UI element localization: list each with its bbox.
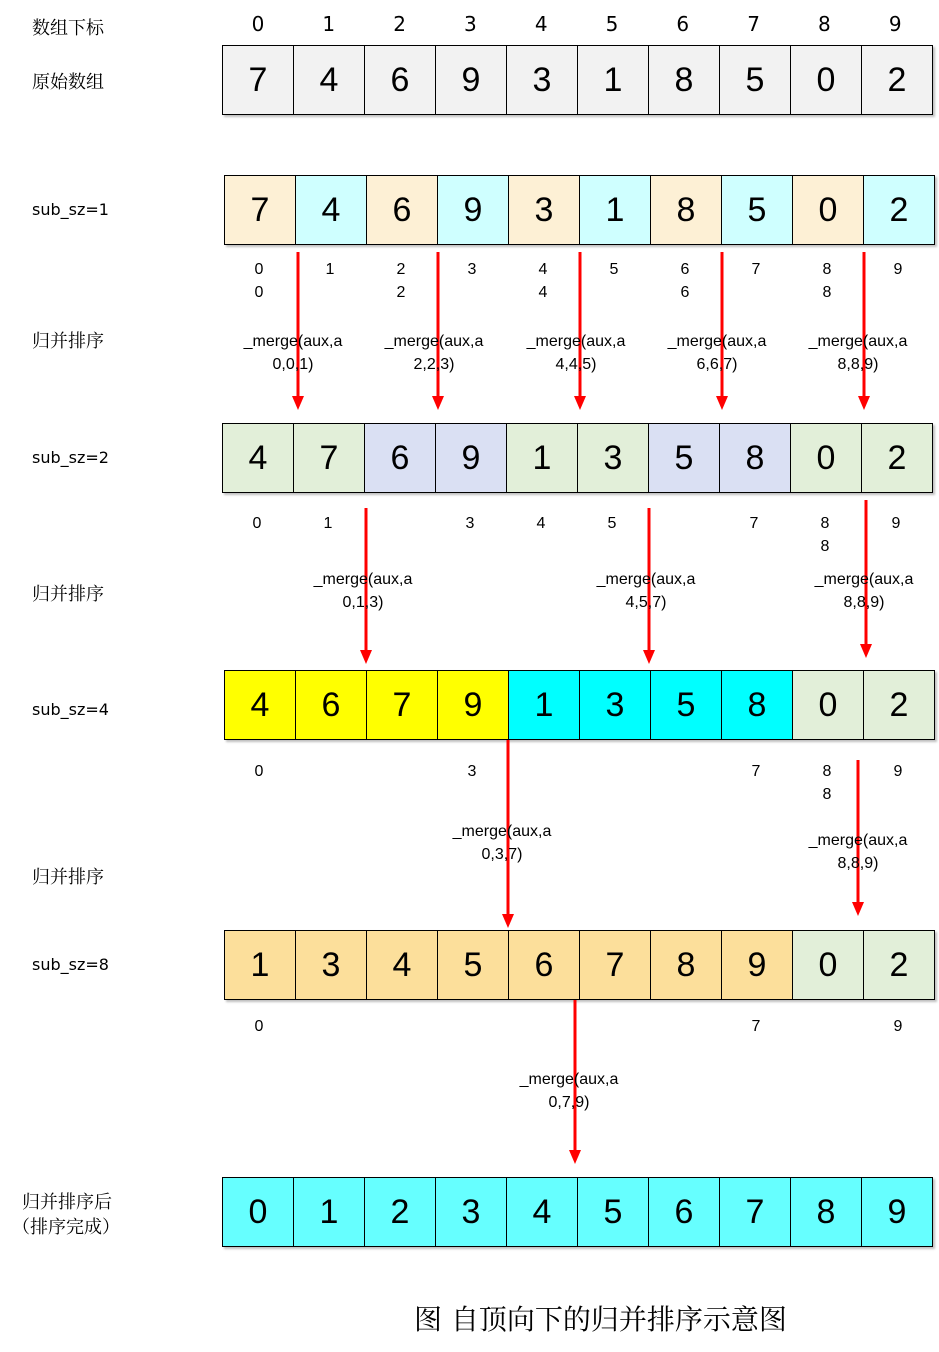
merge-arrowhead-0 <box>292 396 304 410</box>
index-header-4: 4 <box>534 12 548 36</box>
merge-call-label-5 <box>298 568 428 614</box>
merge-arrowhead-3 <box>716 396 728 410</box>
row2-cell-1: 6 <box>296 671 367 739</box>
merge-call-line1: _merge(aux,a <box>814 571 914 588</box>
row2-cell-8: 0 <box>793 671 864 739</box>
row-label-subsz-2: sub_sz=2 <box>32 448 109 467</box>
row3-cell-8: 0 <box>793 931 864 999</box>
row2-cell-9: 2 <box>864 671 935 739</box>
row2-cell-0: 4 <box>225 671 296 739</box>
merge-call-label-9 <box>793 829 923 875</box>
merge-call-label-4 <box>793 330 923 376</box>
index-label: 3 <box>467 261 477 278</box>
index-header-8: 8 <box>818 12 831 36</box>
row3-cell-9: 2 <box>864 931 935 999</box>
row0-cell-8: 0 <box>793 176 864 244</box>
merge-arrowhead-6 <box>643 650 655 664</box>
index-label: 5 <box>607 515 617 532</box>
row1-cell-1: 7 <box>294 424 365 492</box>
merge-call-line2: 8,8,9) <box>843 594 885 611</box>
index-label: 1 <box>325 261 335 278</box>
array-subsz-2 <box>222 423 933 493</box>
index-label: 9 <box>893 1018 903 1035</box>
row2-cell-5: 3 <box>580 671 651 739</box>
original-array-label: 原始数组 <box>32 72 104 93</box>
original-cell-8: 0 <box>791 46 862 114</box>
index-label: 4 <box>538 261 548 278</box>
row0-cell-4: 3 <box>509 176 580 244</box>
index-label: 5 <box>609 261 619 278</box>
index-header-6: 6 <box>676 12 690 36</box>
index-label: 9 <box>893 763 903 780</box>
index-header-1: 1 <box>322 12 336 36</box>
row-label-subsz-1: sub_sz=1 <box>32 200 109 219</box>
final-cell-1: 1 <box>294 1178 365 1246</box>
index-label: 6 <box>680 284 690 301</box>
final-cell-8: 8 <box>791 1178 862 1246</box>
original-cell-3: 9 <box>436 46 507 114</box>
row1-cell-0: 4 <box>223 424 294 492</box>
index-label: 7 <box>751 763 761 780</box>
row3-cell-0: 1 <box>225 931 296 999</box>
index-header-2: 2 <box>393 12 406 36</box>
merge-call-line1: _merge(aux,a <box>313 571 413 588</box>
index-label: 8 <box>822 763 832 780</box>
array-subsz-8 <box>224 930 935 1000</box>
row3-cell-6: 8 <box>651 931 722 999</box>
final-cell-0: 0 <box>223 1178 294 1246</box>
row0-cell-2: 6 <box>367 176 438 244</box>
original-cell-0: 7 <box>223 46 294 114</box>
merge-call-label-7 <box>799 568 929 614</box>
index-label: 7 <box>751 1018 761 1035</box>
index-label: 6 <box>680 261 690 278</box>
merge-call-line2: 4,5,7) <box>625 594 667 611</box>
index-label: 2 <box>396 284 406 301</box>
index-row-label: 数组下标 <box>32 18 104 39</box>
index-header-9: 9 <box>888 12 902 36</box>
row3-cell-7: 9 <box>722 931 793 999</box>
index-label: 3 <box>467 763 477 780</box>
merge-call-label-3 <box>652 330 782 376</box>
merge-call-line1: _merge(aux,a <box>808 333 908 350</box>
row2-cell-6: 5 <box>651 671 722 739</box>
final-label-line1: 归并排序后 <box>22 1192 112 1213</box>
merge-step-label-2: 归并排序 <box>32 584 104 605</box>
merge-arrowhead-7 <box>860 644 872 658</box>
final-sorted-array <box>222 1177 933 1247</box>
merge-call-label-8 <box>437 820 567 866</box>
original-cell-7: 5 <box>720 46 791 114</box>
row-label-subsz-8: sub_sz=8 <box>32 955 109 974</box>
merge-call-line1: _merge(aux,a <box>519 1071 619 1088</box>
row0-cell-9: 2 <box>864 176 935 244</box>
array-subsz-4 <box>224 670 935 740</box>
index-header-0: 0 <box>251 12 265 36</box>
merge-call-line2: 6,6,7) <box>696 356 738 373</box>
merge-call-line2: 0,0,1) <box>272 356 314 373</box>
index-label: 8 <box>822 261 832 278</box>
row3-cell-4: 6 <box>509 931 580 999</box>
merge-call-label-6 <box>581 568 711 614</box>
row0-cell-5: 1 <box>580 176 651 244</box>
original-cell-6: 8 <box>649 46 720 114</box>
row0-cell-0: 7 <box>225 176 296 244</box>
index-header-7: 7 <box>747 12 760 36</box>
array-subsz-1 <box>224 175 935 245</box>
merge-step-label-1: 归并排序 <box>32 331 104 352</box>
final-cell-4: 4 <box>507 1178 578 1246</box>
merge-arrowhead-2 <box>574 396 586 410</box>
final-cell-5: 5 <box>578 1178 649 1246</box>
index-label: 8 <box>820 538 830 555</box>
merge-call-line2: 0,3,7) <box>481 846 523 863</box>
row0-cell-7: 5 <box>722 176 793 244</box>
merge-arrowhead-10 <box>569 1150 581 1164</box>
merge-call-line1: _merge(aux,a <box>243 333 343 350</box>
row2-cell-4: 1 <box>509 671 580 739</box>
row0-cell-6: 8 <box>651 176 722 244</box>
row3-cell-2: 4 <box>367 931 438 999</box>
index-label: 0 <box>254 1018 264 1035</box>
final-cell-6: 6 <box>649 1178 720 1246</box>
row1-cell-4: 1 <box>507 424 578 492</box>
merge-call-line2: 2,2,3) <box>413 356 455 373</box>
merge-call-line1: _merge(aux,a <box>384 333 484 350</box>
index-label: 9 <box>891 515 901 532</box>
merge-arrowhead-9 <box>852 902 864 916</box>
merge-call-line1: _merge(aux,a <box>596 571 696 588</box>
original-cell-5: 1 <box>578 46 649 114</box>
row3-cell-3: 5 <box>438 931 509 999</box>
merge-arrowhead-8 <box>502 914 514 928</box>
merge-step-label-3: 归并排序 <box>32 867 104 888</box>
index-label: 7 <box>749 515 759 532</box>
original-cell-1: 4 <box>294 46 365 114</box>
original-cell-2: 6 <box>365 46 436 114</box>
merge-call-label-10 <box>504 1068 634 1114</box>
final-cell-2: 2 <box>365 1178 436 1246</box>
original-cell-4: 3 <box>507 46 578 114</box>
original-cell-9: 2 <box>862 46 933 114</box>
merge-call-line1: _merge(aux,a <box>808 832 908 849</box>
final-cell-3: 3 <box>436 1178 507 1246</box>
row1-cell-6: 5 <box>649 424 720 492</box>
index-label: 7 <box>751 261 761 278</box>
row1-cell-9: 2 <box>862 424 933 492</box>
merge-arrowhead-1 <box>432 396 444 410</box>
merge-call-line2: 0,1,3) <box>342 594 384 611</box>
index-label: 2 <box>396 261 406 278</box>
final-cell-7: 7 <box>720 1178 791 1246</box>
row2-cell-7: 8 <box>722 671 793 739</box>
index-label: 0 <box>252 515 262 532</box>
merge-call-line2: 4,4,5) <box>555 356 597 373</box>
merge-call-line1: _merge(aux,a <box>667 333 767 350</box>
row2-cell-2: 7 <box>367 671 438 739</box>
row0-cell-3: 9 <box>438 176 509 244</box>
merge-call-line2: 8,8,9) <box>837 855 879 872</box>
merge-arrowhead-5 <box>360 650 372 664</box>
index-label: 3 <box>465 515 475 532</box>
merge-arrowhead-4 <box>858 396 870 410</box>
merge-call-label-2 <box>511 330 641 376</box>
row-label-subsz-4: sub_sz=4 <box>32 700 109 719</box>
index-label: 8 <box>822 786 832 803</box>
merge-call-line1: _merge(aux,a <box>452 823 552 840</box>
row1-cell-2: 6 <box>365 424 436 492</box>
row1-cell-8: 0 <box>791 424 862 492</box>
index-label: 0 <box>254 763 264 780</box>
merge-call-label-0 <box>228 330 358 376</box>
row1-cell-5: 3 <box>578 424 649 492</box>
index-label: 4 <box>536 515 546 532</box>
index-label: 0 <box>254 261 264 278</box>
original-array <box>222 45 933 115</box>
index-label: 8 <box>820 515 830 532</box>
row3-cell-1: 3 <box>296 931 367 999</box>
index-label: 0 <box>254 284 264 301</box>
index-label: 8 <box>822 284 832 301</box>
final-cell-9: 9 <box>862 1178 933 1246</box>
index-header-3: 3 <box>464 12 477 36</box>
merge-call-line2: 0,7,9) <box>548 1094 590 1111</box>
final-label-line2: （排序完成） <box>12 1217 120 1238</box>
merge-call-line2: 8,8,9) <box>837 356 879 373</box>
merge-call-label-1 <box>369 330 499 376</box>
index-label: 1 <box>323 515 333 532</box>
row1-cell-3: 9 <box>436 424 507 492</box>
index-header-5: 5 <box>605 12 619 36</box>
merge-call-line1: _merge(aux,a <box>526 333 626 350</box>
row0-cell-1: 4 <box>296 176 367 244</box>
index-label: 4 <box>538 284 548 301</box>
row3-cell-5: 7 <box>580 931 651 999</box>
figure-caption: 图 自顶向下的归并排序示意图 <box>414 1303 787 1336</box>
row1-cell-7: 8 <box>720 424 791 492</box>
row2-cell-3: 9 <box>438 671 509 739</box>
index-label: 9 <box>893 261 903 278</box>
